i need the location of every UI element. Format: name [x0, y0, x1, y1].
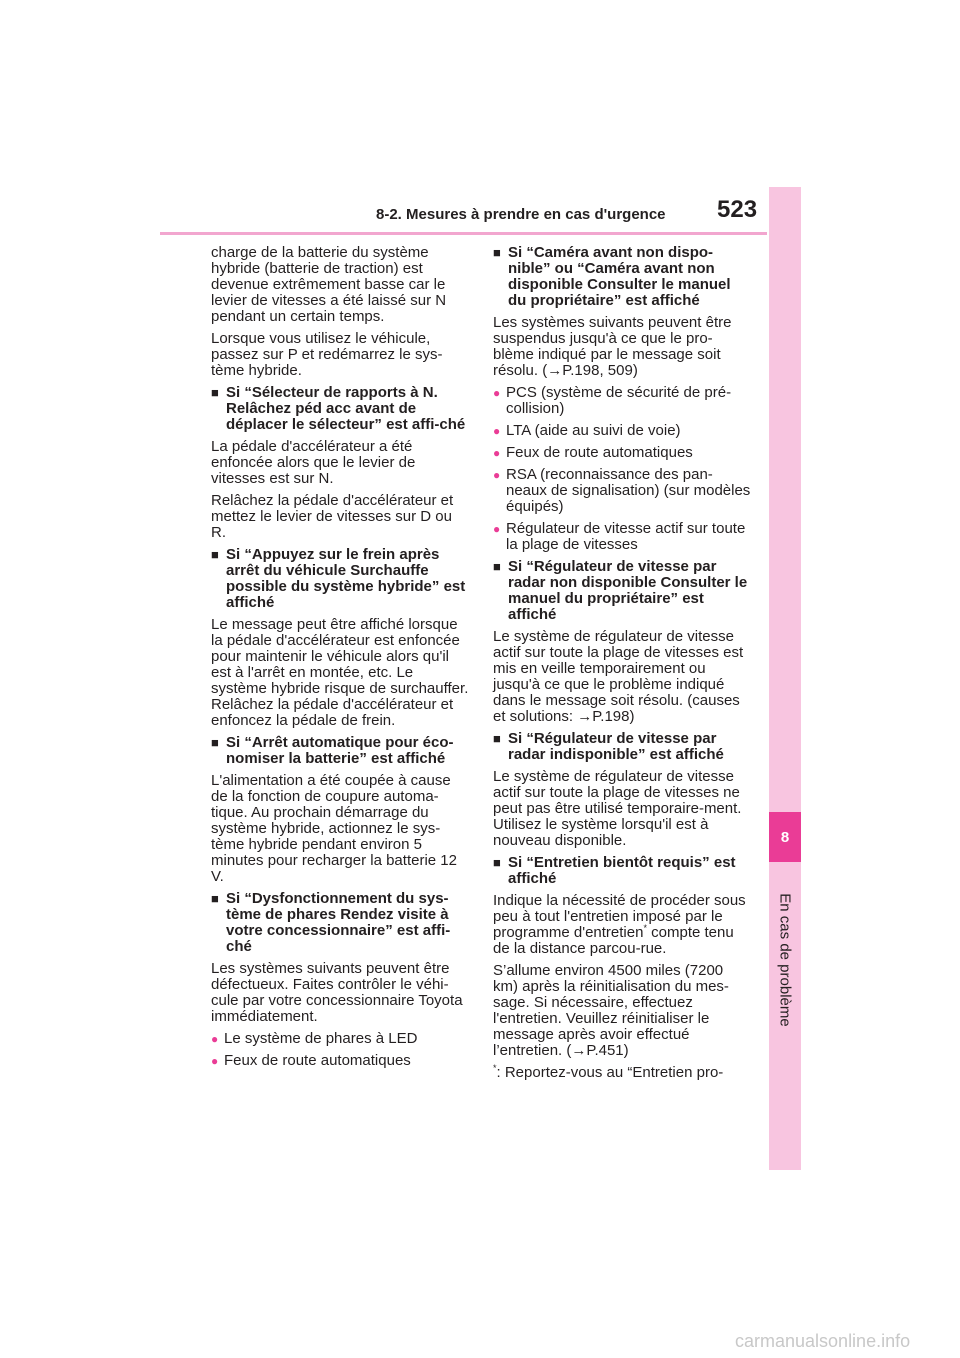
- list-item-text: LTA (aide au suivi de voie): [506, 422, 681, 439]
- list-item: [493, 445, 751, 461]
- watermark: carmanualsonline.info: [735, 1331, 911, 1351]
- subheading: [493, 559, 751, 623]
- page-reference[interactable]: P.198: [592, 708, 630, 725]
- paragraph: [493, 963, 751, 1059]
- square-marker-icon: ■: [211, 547, 219, 562]
- paragraph: Le système de régulateur de vitesse actif sur toute la plage de vitesses ne peut pas être utilisé temporaire-ment. Utilisez le système lorsqu'il est à nouveau disponible.: [493, 768, 742, 849]
- list-item-text: RSA (reconnaissance des pan-neaux de signalisation) (sur modèles équipés): [506, 466, 751, 515]
- chapter-number: 8: [780, 828, 790, 846]
- subheading-text: Si “Entretien bientôt requis” est affiché: [508, 854, 736, 887]
- paragraph-text: ): [629, 708, 635, 725]
- subheading-text: Si “Régulateur de vitesse par radar indisponible” est affiché: [508, 730, 724, 763]
- list-item: [211, 1053, 469, 1069]
- subheading-text: Si “Caméra avant non dispo-nible” ou “Caméra avant non disponible Consulter le manuel du propriétaire” est affiché: [508, 244, 731, 309]
- subheading: [493, 855, 751, 887]
- list-item-text: PCS (système de sécurité de pré-collision): [506, 384, 732, 417]
- subheading: [211, 891, 469, 955]
- list-item-text: Feux de route automatiques: [506, 444, 693, 461]
- list-item-text: Le système de phares à LED: [224, 1030, 418, 1047]
- subheading: [493, 245, 751, 309]
- paragraph-text: Les systèmes suivants peuvent être suspendus jusqu'à ce que le pro-blème indiqué par le message soit résolu. (: [493, 314, 732, 379]
- list-item: [211, 1031, 469, 1047]
- paragraph: La pédale d'accélérateur a été enfoncée alors que le levier de vitesses est sur N.: [211, 438, 416, 487]
- paragraph: Lorsque vous utilisez le véhicule, passez sur P et redémarrez le sys-tème hybride.: [211, 330, 443, 379]
- arrow-icon: →: [547, 362, 563, 379]
- paragraph: Les systèmes suivants peuvent être défectueux. Faites contrôler le véhi-cule par votre concessionnaire Toyota immédiatement.: [211, 960, 463, 1025]
- paragraph: Relâchez la pédale d'accélérateur et mettez le levier de vitesses sur D ou R.: [211, 492, 454, 541]
- list-item: [493, 385, 751, 417]
- paragraph-text: S’allume environ 4500 miles (7200 km) après la réinitialisation du mes-sage. Si nécessaire, effectuez l'entretien. Veuillez réinitialiser le message après avoir effectué l’entretien. (: [493, 962, 729, 1059]
- section-title: 8-2. Mesures à prendre en cas d'urgence: [376, 206, 666, 223]
- page-number: 523: [717, 196, 758, 223]
- list-item-text: Feux de route automatiques: [224, 1052, 411, 1069]
- paragraph: [493, 893, 751, 957]
- chapter-label: En cas de problème: [776, 893, 794, 1027]
- paragraph-text: ): [632, 362, 638, 379]
- bullet-icon: ●: [211, 1054, 219, 1068]
- bullet-icon: ●: [493, 446, 501, 460]
- subheading-text: Si “Appuyez sur le frein après arrêt du véhicule Surchauffe possible du système hybride” est affiché: [226, 546, 466, 611]
- bullet-icon: ●: [493, 522, 501, 536]
- footnote-mark: *: [493, 1063, 497, 1073]
- bullet-icon: ●: [493, 386, 501, 400]
- paragraph-text: Indique la nécessité de procéder sous peu à tout l'entretien imposé par le programme d'entretien: [493, 892, 746, 941]
- arrow-icon: →: [571, 1042, 587, 1059]
- subheading: [211, 547, 469, 611]
- list-item-text: Régulateur de vitesse actif sur toute la plage de vitesses: [506, 520, 746, 553]
- square-marker-icon: ■: [211, 891, 219, 906]
- list-item: [493, 521, 751, 553]
- right-column: [493, 245, 751, 1087]
- square-marker-icon: ■: [493, 245, 501, 260]
- paragraph: charge de la batterie du système hybride (batterie de traction) est devenue extrêmement basse car le levier de vitesses a été laissé sur N pendant un certain temps.: [211, 244, 447, 325]
- page-reference[interactable]: P.198, 509: [562, 362, 633, 379]
- page-reference[interactable]: P.451: [586, 1042, 624, 1059]
- subheading-text: Si “Sélecteur de rapports à N. Relâchez péd acc avant de déplacer le sélecteur” est affi-ché: [226, 384, 466, 433]
- footnote-text: : Reportez-vous au “Entretien pro-: [496, 1064, 724, 1081]
- subheading: [211, 385, 469, 433]
- paragraph: [493, 629, 751, 725]
- subheading: [493, 731, 751, 763]
- bullet-icon: ●: [493, 424, 501, 438]
- bullet-icon: ●: [211, 1032, 219, 1046]
- paragraph-text: ): [623, 1042, 629, 1059]
- subheading-text: Si “Régulateur de vitesse par radar non disponible Consulter le manuel du propriétaire” est affiché: [508, 558, 748, 623]
- square-marker-icon: ■: [493, 855, 501, 870]
- paragraph: [493, 315, 751, 379]
- footnote-mark: *: [643, 923, 647, 933]
- footnote: [493, 1065, 751, 1081]
- subheading: [211, 735, 469, 767]
- paragraph: Le message peut être affiché lorsque la pédale d'accélérateur est enfoncée pour maintenir le véhicule alors qu'il est à l'arrêt en montée, etc. Le système hybride risque de surchauffer. Relâchez la pédale d'accélérateur et enfoncez la pédale de frein.: [211, 616, 469, 729]
- header-rule: [160, 232, 767, 235]
- square-marker-icon: ■: [493, 731, 501, 746]
- left-column: [211, 245, 469, 1075]
- arrow-icon: →: [577, 708, 593, 725]
- subheading-text: Si “Dysfonctionnement du sys-tème de phares Rendez visite à votre concessionnaire” est affi-ché: [226, 890, 451, 955]
- paragraph: L'alimentation a été coupée à cause de la fonction de coupure automa-tique. Au prochain démarrage du système hybride, actionnez le sys-tème hybride pendant environ 5 minutes pour recharger la batterie 12 V.: [211, 772, 457, 885]
- square-marker-icon: ■: [493, 559, 501, 574]
- subheading-text: Si “Arrêt automatique pour éco-nomiser la batterie” est affiché: [226, 734, 454, 767]
- chapter-number-box: [769, 812, 801, 862]
- list-item: [493, 467, 751, 515]
- square-marker-icon: ■: [211, 385, 219, 400]
- bullet-icon: ●: [493, 468, 501, 482]
- list-item: [493, 423, 751, 439]
- square-marker-icon: ■: [211, 735, 219, 750]
- paragraph-text: Le système de régulateur de vitesse actif sur toute la plage de vitesses est mis en veille temporairement ou jusqu'à ce que le problème indiqué dans le message soit résolu. (causes et solutions:: [493, 628, 744, 725]
- paragraph-text: compte tenu de la distance parcou-rue.: [493, 924, 734, 957]
